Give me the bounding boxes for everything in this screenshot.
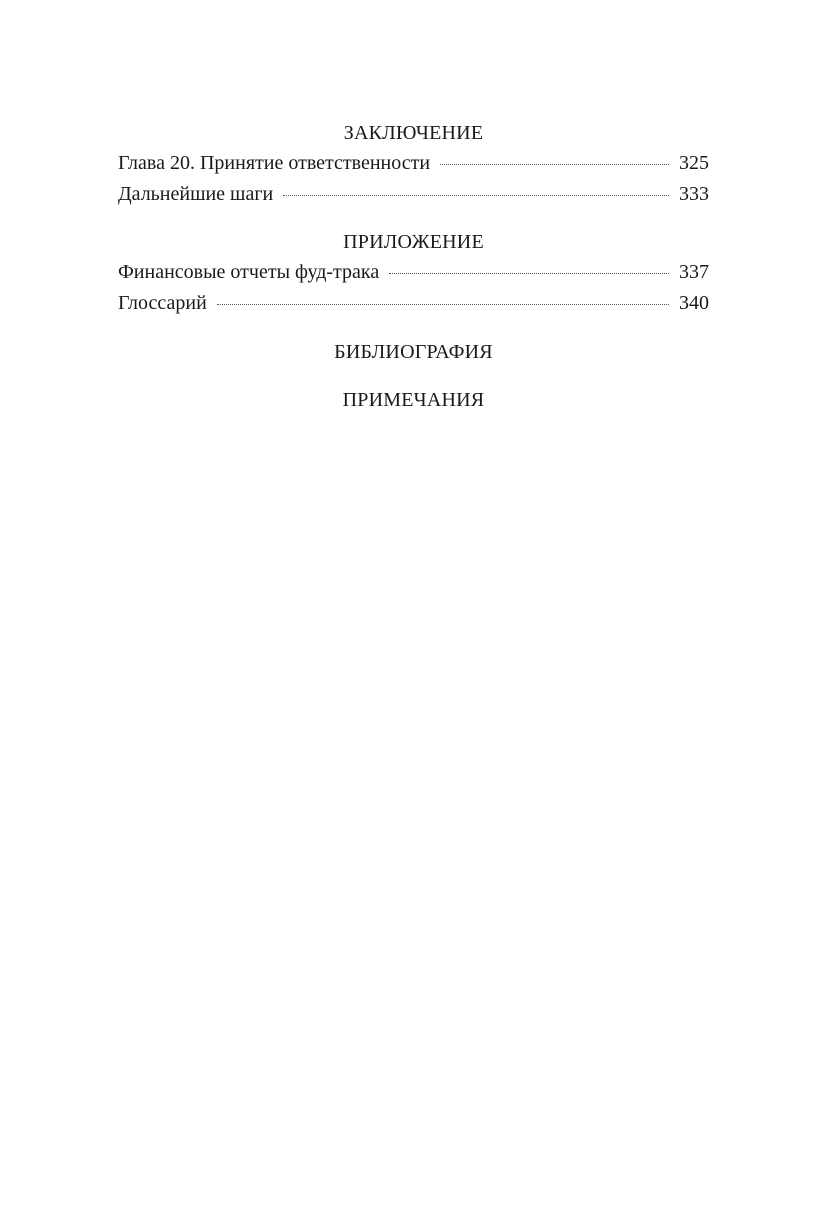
section-heading: ПРИЛОЖЕНИЕ	[343, 231, 484, 253]
spacer	[118, 210, 709, 227]
toc-entry[interactable]	[118, 148, 709, 179]
dot-leader	[440, 164, 669, 165]
dot-leader	[217, 304, 669, 305]
entry-title: Дальнейшие шаги	[118, 183, 274, 205]
toc-section-conclusion	[118, 118, 709, 210]
toc-entry[interactable]	[118, 257, 709, 288]
entry-page-number: 333	[679, 183, 709, 205]
section-heading: ЗАКЛЮЧЕНИЕ	[343, 122, 484, 144]
dot-leader	[283, 195, 669, 196]
toc-section-notes[interactable]	[118, 385, 709, 415]
section-heading: БИБЛИОГРАФИЯ	[334, 341, 493, 363]
toc-entry[interactable]	[118, 179, 709, 210]
toc-section-bibliography[interactable]	[118, 337, 709, 367]
entry-page-number: 340	[679, 292, 709, 314]
dot-leader	[389, 273, 669, 274]
entry-page-number: 337	[679, 261, 709, 283]
entry-title: Глава 20. Принятие ответственности	[118, 152, 431, 174]
toc-section-appendix	[118, 227, 709, 319]
entry-title: Финансовые отчеты фуд-трака	[118, 261, 380, 283]
section-heading: ПРИМЕЧАНИЯ	[342, 389, 485, 411]
table-of-contents	[118, 118, 709, 415]
spacer	[118, 367, 709, 385]
entry-title: Глоссарий	[118, 292, 207, 314]
spacer	[118, 319, 709, 337]
toc-entry[interactable]	[118, 288, 709, 319]
entry-page-number: 325	[679, 152, 709, 174]
